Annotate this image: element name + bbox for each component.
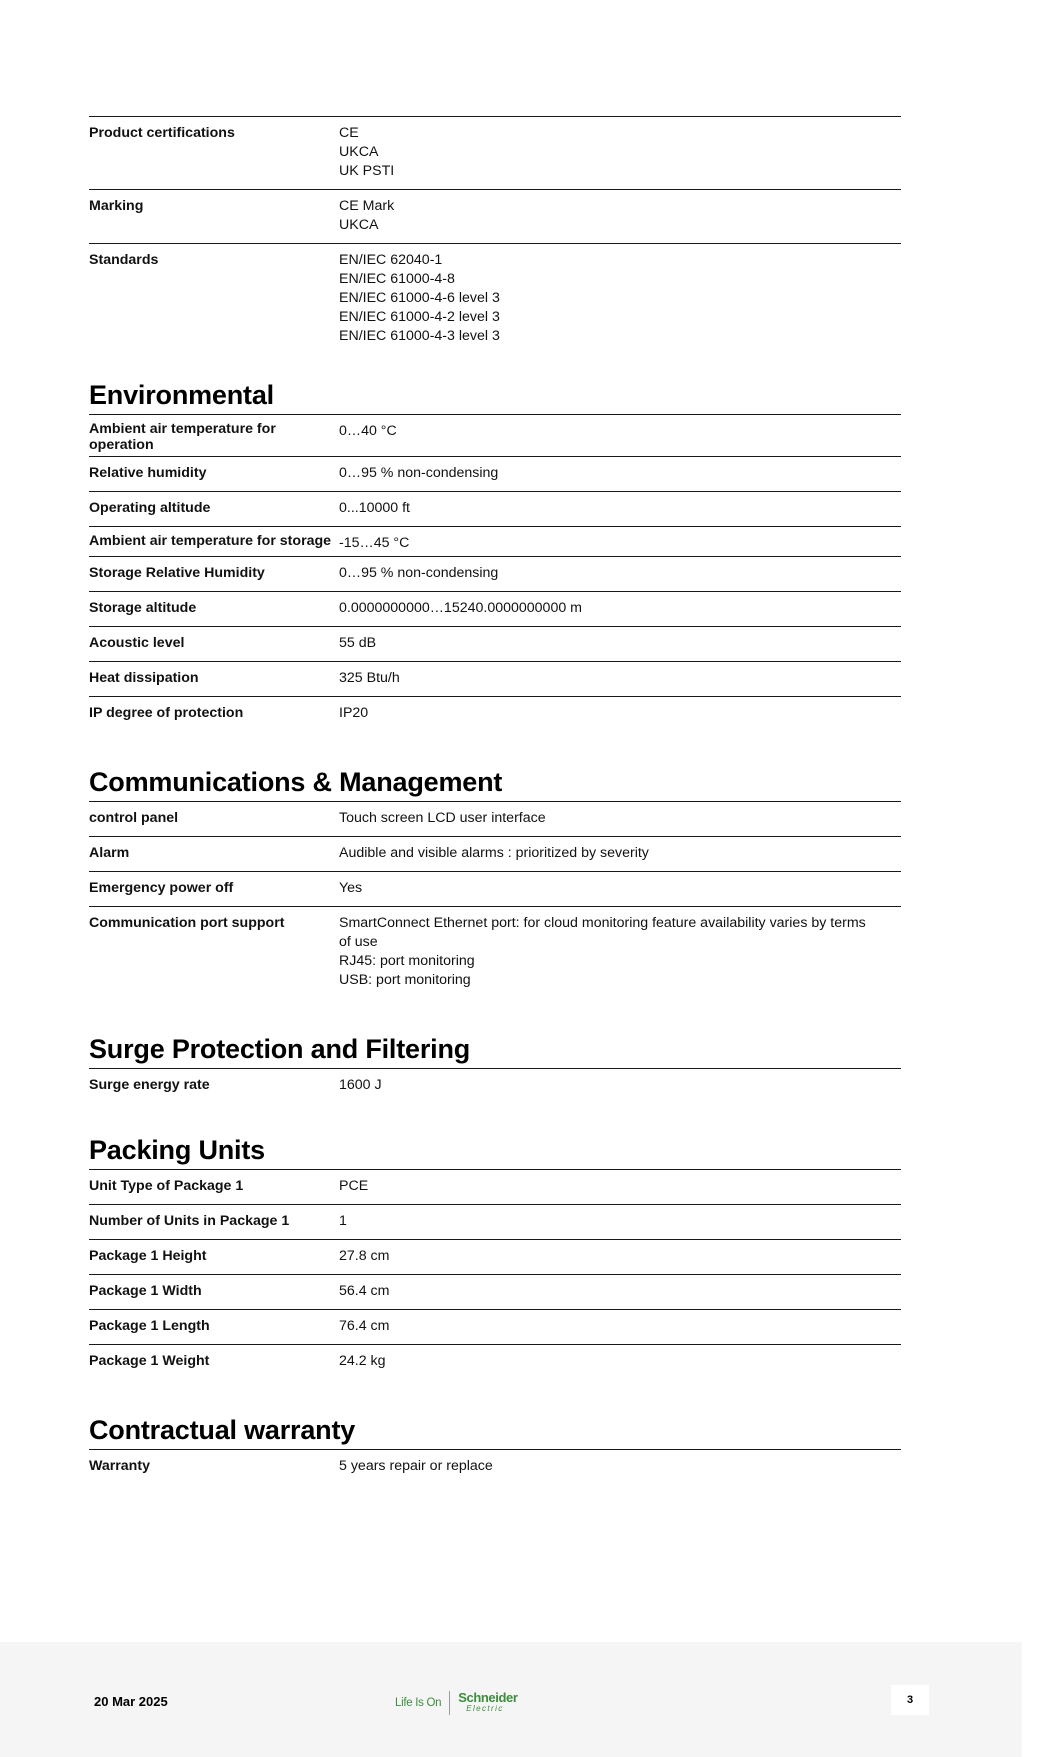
spec-label: Ambient air temperature for storage <box>89 527 339 557</box>
spec-label: Package 1 Width <box>89 1275 339 1310</box>
logo-divider <box>449 1691 450 1715</box>
spec-value: 0…40 °C <box>339 423 397 439</box>
spec-label: Storage Relative Humidity <box>89 557 339 592</box>
spec-value: 1600 J <box>339 1077 382 1093</box>
spec-value: 5 years repair or replace <box>339 1458 493 1474</box>
spec-label: control panel <box>89 802 339 837</box>
environmental-table <box>89 414 901 731</box>
section-title-environmental: Environmental <box>89 380 274 410</box>
spec-value: Yes <box>339 880 363 896</box>
spec-label: Communication port support <box>89 915 285 931</box>
spec-label: Heat dissipation <box>89 662 339 697</box>
page-number: 3 <box>891 1685 929 1715</box>
table-row <box>89 662 901 697</box>
spec-label: Marking <box>89 190 339 244</box>
spec-value: CE Mark UKCA <box>339 198 395 233</box>
logo-brand-sub: Electric <box>466 1704 504 1713</box>
spec-value: CE UKCA UK PSTI <box>339 125 395 179</box>
spec-label: Unit Type of Package 1 <box>89 1170 339 1205</box>
table-row <box>89 190 901 244</box>
spec-label: Acoustic level <box>89 627 339 662</box>
table-row <box>89 1205 901 1240</box>
spec-label: Package 1 Height <box>89 1240 339 1275</box>
spec-value: 27.8 cm <box>339 1248 390 1264</box>
spec-label: Alarm <box>89 837 339 872</box>
spec-value: Touch screen LCD user interface <box>339 810 546 826</box>
footer-date: 20 Mar 2025 <box>94 1694 168 1709</box>
spec-label: Number of Units in Package 1 <box>89 1205 339 1240</box>
spec-value: IP20 <box>339 705 369 721</box>
spec-value: EN/IEC 62040-1 EN/IEC 61000-4-8 EN/IEC 61000-4-6 level 3 EN/IEC 61000-4-2 level 3 EN/IEC 61000-4-3 level 3 <box>339 252 500 344</box>
table-row <box>89 415 901 457</box>
schneider-electric-logo <box>395 1688 517 1718</box>
spec-label: Standards <box>89 252 159 268</box>
table-row <box>89 457 901 492</box>
table-row <box>89 1345 901 1380</box>
section-title-communications: Communications & Management <box>89 767 503 797</box>
spec-label: IP degree of protection <box>89 705 244 721</box>
spec-value: 24.2 kg <box>339 1353 386 1369</box>
spec-value: PCE <box>339 1178 369 1194</box>
spec-label: Package 1 Length <box>89 1310 339 1345</box>
table-row <box>89 1275 901 1310</box>
spec-label: Ambient air temperature for operation <box>89 415 339 457</box>
surge-protection-table <box>89 1068 901 1103</box>
spec-value: 0…95 % non-condensing <box>339 565 499 581</box>
spec-value: 56.4 cm <box>339 1283 390 1299</box>
table-row <box>89 1069 901 1104</box>
table-row <box>89 837 901 872</box>
spec-label: Product certifications <box>89 117 339 190</box>
packing-units-table <box>89 1169 901 1379</box>
table-row <box>89 802 901 837</box>
spec-value: 76.4 cm <box>339 1318 390 1334</box>
table-row <box>89 872 901 907</box>
page-footer <box>0 1642 1022 1757</box>
table-row <box>89 527 901 557</box>
spec-value: 0...10000 ft <box>339 500 410 516</box>
spec-label: Warranty <box>89 1450 339 1485</box>
spec-value: -15…45 °C <box>339 535 410 551</box>
spec-label: Storage altitude <box>89 592 339 627</box>
spec-label: Operating altitude <box>89 492 339 527</box>
table-row <box>89 1450 901 1485</box>
section-title-warranty: Contractual warranty <box>89 1415 356 1445</box>
table-row <box>89 907 901 999</box>
section-title-surge-protection: Surge Protection and Filtering <box>89 1034 471 1064</box>
warranty-table <box>89 1449 901 1484</box>
logo-brand: Schneider <box>458 1690 518 1705</box>
table-row <box>89 627 901 662</box>
spec-value: 55 dB <box>339 635 377 651</box>
spec-value: 325 Btu/h <box>339 670 400 686</box>
table-row <box>89 1310 901 1345</box>
communications-table <box>89 801 901 998</box>
spec-label: Surge energy rate <box>89 1069 339 1104</box>
table-row <box>89 117 901 190</box>
spec-value: SmartConnect Ethernet port: for cloud monitoring feature availability varies by terms of use RJ45: port monitoring USB: port monitoring <box>339 915 866 988</box>
table-row <box>89 492 901 527</box>
table-row <box>89 1170 901 1205</box>
spec-label: Emergency power off <box>89 872 339 907</box>
spec-value: 1 <box>339 1213 347 1229</box>
table-row <box>89 592 901 627</box>
table-row <box>89 557 901 592</box>
table-row <box>89 244 901 355</box>
spec-value: 0…95 % non-condensing <box>339 465 499 481</box>
section-title-packing-units: Packing Units <box>89 1135 265 1165</box>
spec-value: Audible and visible alarms : prioritized by severity <box>339 845 649 861</box>
spec-label: Package 1 Weight <box>89 1353 210 1369</box>
spec-label: Relative humidity <box>89 457 339 492</box>
spec-value: 0.0000000000…15240.0000000000 m <box>339 600 582 616</box>
table-row <box>89 1240 901 1275</box>
logo-tagline: Life Is On <box>395 1697 442 1709</box>
certifications-table <box>89 116 901 354</box>
table-row <box>89 697 901 732</box>
datasheet-content <box>89 116 901 1484</box>
